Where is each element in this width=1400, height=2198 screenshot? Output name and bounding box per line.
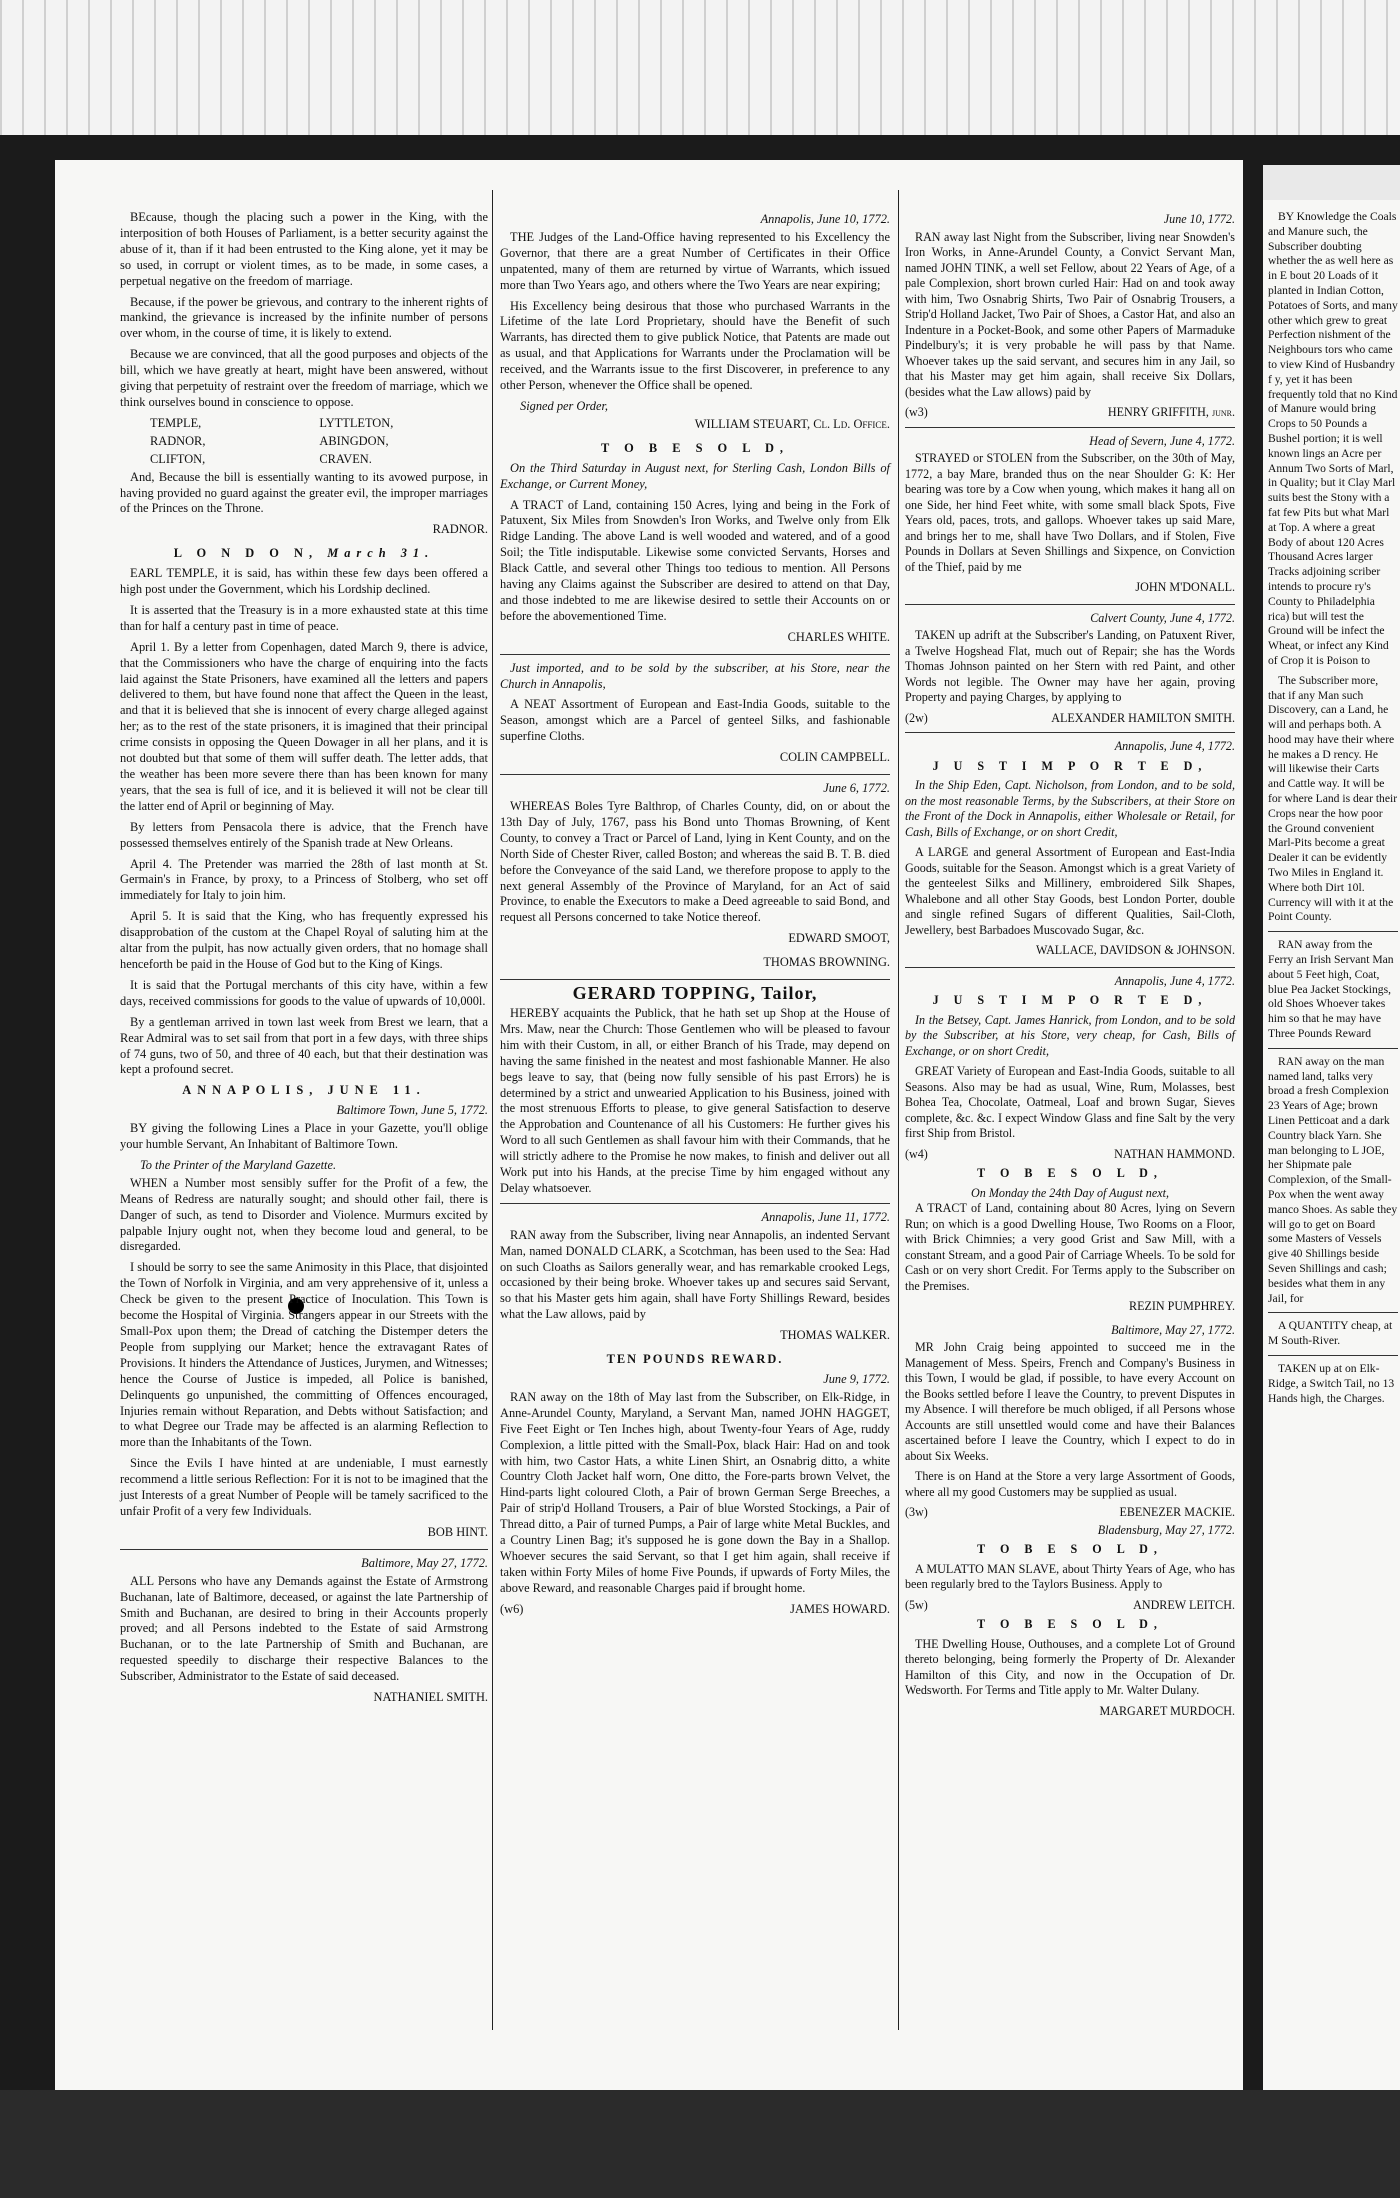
insertion-code: (w3) [905,405,928,419]
article-paragraph: BY giving the following Lines a Place in your Gazette, you'll oblige your humble Servant, An Inhabitant of Baltimore Town. [120,1121,488,1152]
ad-heading: J U S T I M P O R T E D, [932,993,1208,1007]
divider [1268,1355,1398,1356]
divider [1268,1048,1398,1049]
dateline: Annapolis, June 4, 1772. [1114,739,1235,753]
ad-subheading: On Monday the 24th Day of August next, [971,1185,1169,1200]
column-3 [905,210,1235,1727]
article-paragraph: WHEN a Number most sensibly suffer for the Profit of a few, the Means of Redress are naturally sought; and should other fail, there is Danger of such, as tend to Disorder and Violence. Murmurs excited by palpable Injury ought not, when they become loud and general, to be disregarded. [120,1175,488,1254]
signatory: CRAVEN. [319,451,372,466]
ad-paragraph: BY Knowledge the Coals and Manure such, the Subscriber doubting whether the as well here as in E bout 20 Loads of it planted in Indian Cotton, Potatoes of Sorts, and many other which grew to great Perfection nishment of the Neighbours tors who came to view Kind of Husbandry f y, yet it has been frequently told that no Kind of Manure would bring Crops to 50 Pounds a Bushel portion; it is well known lings an Acre per Annum Two Sorts of Marl, in Quality; but it Clay Marl suits best the Stony with a fat few Pits but what Marl at Top. A where a great Body of about 120 Acres Thousand Acres larger Tracks adjoining scriber intends to procure ry's County to Philadelphia rica) but will test the Ground will be infect the Wheat, or infect any Kind of Crop it is Poison to [1268,210,1398,667]
signature: CHARLES WHITE. [787,629,890,644]
article-paragraph: April 1. By a letter from Copenhagen, dated March 9, there is advice, that the Commissioners who have the charge of enquiring into the facts laid against the State Prisoners, have examined all the letters and papers delivered to them, but have found none that affect the Queen in the least, and that it is believed that she is innocent of every charge alleged against her; as to the rest of the state prisoners, it is imagined that their principal crime consists in opposing the Queen Dowager in all her plans, and it is not doubted but that some of them will suffer death. The letter adds, that the weather has been more severe there than has been known for many years, that the sea is full of ice, and it is believed it will not be clear till the latter end of April or beginning of May. [120,639,488,813]
ad-paragraph: GREAT Variety of European and East-India Goods, suitable to all Seasons. Also may be had as usual, Wine, Rum, Molasses, best Bohea Tea, Chocolate, Oatmeal, Loaf and brown Sugar, Sieves complete, &c. &c. I expect Window Glass and fine Salt by the very first Ship from Bristol. [905,1064,1235,1140]
scan-border-left [0,135,55,2198]
dateline: Annapolis, June 11, 1772. [761,1209,890,1224]
signature: JOHN M'DONALL. [1135,580,1235,594]
divider [1268,1312,1398,1313]
signature: BOB HINT. [427,1524,488,1539]
ad-paragraph: A QUANTITY cheap, at M South-River. [1268,1319,1393,1348]
signature: NATHANIEL SMITH. [373,1690,488,1705]
ad-heading: T O B E S O L D, [977,1166,1163,1180]
ad-footer [905,711,1235,727]
ad-paragraph: There is on Hand at the Store a very large Assortment of Goods, where all my good Customers may be supplied as usual. [905,1469,1235,1499]
divider [500,654,890,655]
divider [120,1549,488,1550]
signatory: TEMPLE, [150,415,202,430]
signature-label: Signed per Order, [520,398,608,413]
article-paragraph: By a gentleman arrived in town last week from Brest we learn, that a Rear Admiral was to set sail from that port in a few days, with three ships of 74 guns, two of 50, and three of 40 each, but that their destination was kept a profound secret. [120,1014,488,1077]
scan-border-bottom [0,2090,1400,2198]
heading-text: L O N D O N, [173,546,319,561]
ad-paragraph: STRAYED or STOLEN from the Subscriber, on the 30th of May, 1772, a bay Mare, branded thus on the near Shoulder G: K: Her bearing was tore by a Cow when young, which makes it hang all on one Side, her hind Feet white, with some small black Spots, Five Years old, paces, trots, and gallops. Whoever takes up said Mare, and brings her to me, shall have Two Dollars, and if Stolen, Five Pounds in Dollars at Seven Shillings and Sixpence, on Conviction of the Thief, paid by me [905,451,1235,574]
dateline: June 10, 1772. [1163,212,1235,226]
column-4-partial [1268,210,1398,2070]
signature: NATHAN HAMMOND. [1114,1146,1235,1161]
dateline: Bladensburg, May 27, 1772. [1097,1522,1235,1537]
ad-paragraph: A TRACT of Land, containing 150 Acres, lying and being in the Fork of Patuxent, Six Miles from Snowden's Iron Works, and Twelve only from Elk Ridge Landing. The above Land is well wooded and watered, and of a good Soil; the Title indisputable. Likewise some convicted Servants, Horses and Black Cattle, and several other Things too tedious to mention. All Persons having any Claims against the Subscriber are desired to attend on that Day, and those indebted to me are likewise desired to settle their Accounts on or before the abovementioned Time. [500,497,890,623]
dateline: Head of Severn, June 4, 1772. [1089,433,1235,448]
ad-paragraph: MR John Craig being appointed to succeed me in the Management of Mess. Speirs, French and Company's Business in this Town, I would be glad, if possible, to have every Account on the Books settled before I leave the Country, to prevent Disputes in my Absence. I will therefore be much obliged, if all Persons whose Accounts are still unsettled would come and have their Balances ascertained before I leave the Country, which I expect to do in about Six Weeks. [905,1340,1235,1463]
signatory: LYTTLETON, [319,415,394,430]
article-paragraph: April 5. It is said that the King, who has frequently expressed his disapprobation of the custom at the Chapel Royal of saluting him at the altar from the pulpit, has now actually given orders, that no homage shall henceforth be paid in the House of God but to the King of Kings. [120,909,488,971]
dateline: Annapolis, June 10, 1772. [760,212,890,226]
signature: ALEXANDER HAMILTON SMITH. [1051,710,1235,725]
signature: REZIN PUMPHREY. [1129,1299,1235,1313]
ad-heading: T O B E S O L D, [977,1617,1163,1631]
ad-heading: T O B E S O L D, [977,1542,1163,1556]
article-paragraph: It is asserted that the Treasury is in a more exhausted state at this time than for half a century past in time of peace. [120,602,488,633]
dateline: Baltimore, May 27, 1772. [1111,1322,1235,1337]
dateline: Baltimore, May 27, 1772. [361,1555,488,1570]
article-paragraph: Since the Evils I have hinted at are undeniable, I must earnestly recommend a little serious Reflection: For it is not to be imagined that the just Interests of a great Number of People will be tamely sacrificed to the unfair Profit of a very few Individuals. [120,1456,488,1518]
ad-subheading: On the Third Saturday in August next, for Sterling Cash, London Bills of Exchange, or Current Money, [500,460,890,491]
column-rule [492,190,493,2030]
article-paragraph: ALL Persons who have any Demands against the Estate of Armstrong Buchanan, late of Baltimore, deceased, or against the late Partnership of Smith and Buchanan, are desired to bring in their Accounts properly proved; and all Persons indebted to the Estate of said Armstrong Buchanan, or to the late Partnership of Smith and Buchanan, are requested speedily to discharge their respective Balances to the Subscriber, Administrator to the Estate of said deceased. [120,1573,488,1684]
insertion-code: (2w) [905,710,928,725]
ad-paragraph: The Subscriber more, that if any Man such Discovery, can a Land, he will and perhaps both. A hood may have their where he makes a D rency. He will likewise their Carts and Cattle way. It will be for where Land is dear their Crops near the how poor the Ground convenient Marl-Pits become a great Dealer it can be evidently Two Miles in England it. Where both Dirt 10l. Currency will with it at the Point County. [1268,673,1398,924]
article-paragraph: BEcause, though the placing such a power in the King, with the interposition of both Houses of Parliament, is a better security against the abuse of it, than if it had been entrusted to the King alone, yet it may be so used, in corrupt or violent times, as to be made, in some cases, a perpetual negative on the freedom of marriage. [120,210,488,288]
divider [500,979,890,980]
column-rule [898,190,899,2030]
article-paragraph: I should be sorry to see the same Animosity in this Place, that disjointed the Town of Norfolk in Virginia, and am very apprehensive of it, unless a Check be given to the present Practice of Inoculation. This Town is become the Hospital of Virginia. Strangers appear in our Streets with the Small-Pox upon them; the Dread of catching the Distemper deters the People from supplying our Market; hence the extravagant Rates of Provisions. It hinders the Attendance of Justices, Jurymen, and Witnesses; hence the Course of Justice is impeded, all Police is banished, Delinquents go unpunished, the committing of Offences encouraged, Injuries remain without Reparation, and Debts without Satisfaction; and to what Degree our Trade may be affected is an alarming Reflection to more than the Inhabitants of the Town. [120,1260,488,1450]
article-paragraph: It is said that the Portugal merchants of this city have, within a few days, received commissions for goods to the value of upwards of 10,000l. [120,977,488,1008]
insertion-code: (3w) [905,1505,928,1519]
ad-paragraph: RAN away on the man named land, talks very broad a fresh Complexion 23 Years of Age; brown Linen Petticoat and a dark Country black Yarn. She man belonging to L JOE, her Shipmate pale Complexion, of the Small-Pox when the went away manco Shoes. As sable they will go to get on Board some Masters of Vessels give 40 Shillings beside Seven Shillings and cash; besides what them in any Jail, for [1268,1054,1398,1305]
ad-heading: J U S T I M P O R T E D, [932,758,1208,773]
ad-footer [905,405,1235,421]
scan-gutter [1243,150,1263,2090]
ad-paragraph: A TRACT of Land, containing about 80 Acres, lying on Severn Run; on which is a good Dwelling House, Two Rooms on a Floor, with Brick Chimnies; a very good Grist and Saw Mill, with a constant Stream, and a good Pair of Carriage Wheels. To be sold for Cash or on very short Credit. For Terms apply to the Subscriber on the Premises. [905,1201,1235,1293]
ad-heading: GERARD TOPPING, Tailor, [572,983,818,1004]
signature: MARGARET MURDOCH. [1099,1703,1235,1718]
heading-date: March 31. [327,546,435,561]
signature: EBENEZER MACKIE. [1119,1505,1235,1519]
divider [1268,931,1398,932]
article-paragraph: And, Because the bill is essentially wanting to its avowed purpose, in having provided no guard against the greater evil, the improper marriages of the Princes on the Throne. [120,469,488,516]
signature: WILLIAM STEUART, Cl. Ld. Office. [694,416,890,431]
signature: JAMES HOWARD. [790,1601,890,1616]
ad-paragraph: HEREBY acquaints the Publick, that he hath set up Shop at the House of Mrs. Maw, near the Church: Those Gentlemen who will be pleased to favour him with their Custom, in all, or either Branch of his Trade, may depend on having the same finished in the neatest and most fashionable Manner. He also begs leave to say, that (being now fully sensible of his past Errors) he is determined by a strict and unwearied Application to his Business, joined with the most strenuous Efforts to please, to give general Satisfaction to deserve the Approbation and Countenance of all his Customers: He further gives his Word to all such Gentlemen as shall favour him with their Commands, that he will strictly adhere to the Promise he now makes, to finish and deliver out all Work put into his Hands, at the precise Time by him engaged without any Delay whatsoever. [500,1005,890,1195]
article-paragraph: EARL TEMPLE, it is said, has within these few days been offered a high post under the Government, which his Lordship declined. [120,566,488,597]
divider [905,604,1235,605]
ad-footer [905,1505,1235,1521]
divider [500,1203,890,1204]
signature: WALLACE, DAVIDSON & JOHNSON. [1036,943,1235,957]
insertion-code: (w6) [500,1601,524,1616]
signatory: RADNOR, [150,433,206,448]
ad-heading: TEN POUNDS REWARD. [606,1352,784,1367]
dateline: June 9, 1772. [823,1372,890,1386]
ad-heading: T O B E S O L D, [600,440,790,455]
section-heading [120,546,488,562]
ad-paragraph: A MULATTO MAN SLAVE, about Thirty Years of Age, who has been regularly bred to the Taylors Business. Apply to [905,1561,1235,1591]
section-heading: ANNAPOLIS, JUNE 11. [182,1083,426,1098]
signature: HENRY GRIFFITH, junr. [1107,405,1235,419]
ad-paragraph: RAN away last Night from the Subscriber, living near Snowden's Iron Works, in Anne-Arundel County, a Convict Servant Man, named JOHN TINK, a well set Fellow, about 22 Years of Age, of a pale Complexion, short brown curled Hair: Had on and took away with him, Two Osnabrig Shirts, Two Pair of Osnabrig Trousers, a Strip'd Holland Jacket, Two Pair of Shoes, a Castor Hat, and also an Indenture in a Pocket-Book, and some other Papers of Marmaduke Pindelbury's; it is very probable he will pass by that Name. Whoever takes up the said servant, and secures him in any Jail, so that his Master may get him again, shall receive Six Dollars, (besides what the Law allows) paid by [905,229,1235,399]
ad-subheading: In the Betsey, Capt. James Hanrick, from London, and to be sold by the Subscriber, at his Store, very cheap, for Cash, Bills of Exchange, or on short Credit, [905,1012,1235,1058]
article-paragraph: Because we are convinced, that all the good purposes and objects of the bill, which we have greatly at heart, might have been answered, without giving that perpetuity of restraint over the freedom of marriage, which we think ourselves bound in conscience to oppose. [120,347,488,409]
column-1 [120,210,488,1714]
insertion-code: (w4) [905,1146,928,1161]
ad-footer [500,1602,890,1618]
ad-paragraph: WHEREAS Boles Tyre Balthrop, of Charles County, did, on or about the 13th Day of July, 1767, pass his Bond unto Thomas Browning, of Kent County, to convey a Tract or Parcel of Land, lying in Kent County, and on the North Side of Chester River, called Boston; and whereas the said B. T. B. died before the Conveyance of the said Land, we therefore propose to apply to the next general Assembly of the Province of Maryland, for an Act of said Province, to enable the Executors to make a Deed agreeable to said Bond, and request all Persons concerned to take Notice thereof. [500,799,890,925]
column-2 [500,210,890,1618]
signature: RADNOR. [432,522,488,537]
divider [905,427,1235,428]
article-paragraph: April 4. The Pretender was married the 28th of last month at St. Germain's in France, by proxy, to a Princess of Stolberg, who set off immediately for Italy to join him. [120,856,488,903]
ad-paragraph: RAN away from the Ferry an Irish Servant Man about 5 Feet high, Coat, blue Pea Jacket Stockings, old Shoes Whoever takes him so that he may have Three Pounds Reward [1268,938,1394,1041]
signature: THOMAS BROWNING. [763,955,890,970]
ad-paragraph: RAN away from the Subscriber, living near Annapolis, an indented Servant Man, named DONALD CLARK, a Scotchman, has been used to the Sea: Had on such Cloaths as Sailors generally wear, and has remarkable crooked Legs, occasioned by their being broke. Whoever takes up and secures said Servant, so that his Master gets him again, shall have Forty Shillings Reward, besides what the Law allows, paid by [500,1227,890,1322]
insertion-code: (5w) [905,1597,928,1612]
notice-paragraph: His Excellency being desirous that those who purchased Warrants in the Lifetime of the late Lord Proprietary, should have the Benefit of such Warrants, has directed them to give publick Notice, that Patents are made out as usual, and that Applications for Warrants under the Proclamation will be received, and the Warrants issue to the first Discoverer, in preference to any other Person, whenever the Office shall be opened. [500,298,890,393]
signatory: CLIFTON, [150,451,206,466]
ad-paragraph: THE Dwelling House, Outhouses, and a complete Lot of Ground thereto belonging, being formerly the Property of Dr. Alexander Hamilton of this City, and now in the Occupation of Dr. Wedsworth. For Terms and Title apply to Mr. Walter Dulany. [905,1636,1235,1697]
signatory-names [120,434,488,450]
divider [905,967,1235,968]
ad-paragraph: TAKEN up adrift at the Subscriber's Landing, on Patuxent River, a Twelve Hogshead Flat, much out of Repair; she has the Words Thomas Johnson painted on her Stern with red Paint, and other Words not legible. The Owner may have her again, proving Property and paying Charges, by applying to [905,628,1235,704]
signature: COLIN CAMPBELL. [779,750,890,765]
ad-paragraph: TAKEN up at on Elk-Ridge, a Switch Tail, no 13 Hands high, the Charges. [1268,1361,1395,1405]
ad-footer [905,1147,1235,1163]
article-paragraph: By letters from Pensacola there is advice, that the French have possessed themselves entirely of the Spanish trade at New Orleans. [120,819,488,850]
notice-paragraph: THE Judges of the Land-Office having represented to his Excellency the Governor, that there are a great Number of Certificates in their Office unpatented, many of them are returned by virtue of Warrants, which issued more than Two Years ago, and others where the Two Years are near expiring; [500,229,890,292]
ad-paragraph: A NEAT Assortment of European and East-India Goods, suitable to the Season, amongst which are a Parcel of genteel Silks, and fashionable superfine Cloths. [500,697,890,744]
ad-subheading: Just imported, and to be sold by the subscriber, at his Store, near the Church in Annapolis, [500,660,890,691]
ad-subheading: In the Ship Eden, Capt. Nicholson, from London, and to be sold, on the most reasonable Terms, by the Subscribers, at their Store on the Front of the Dock in Annapolis, either Wholesale or Retail, for Cash, Bills of Exchange, or on short Credit, [905,778,1235,839]
signatory-names [120,416,488,432]
signatory: ABINGDON, [319,433,389,448]
signature: EDWARD SMOOT, [788,931,890,946]
signatory-names [120,452,488,468]
ad-paragraph: RAN away on the 18th of May last from the Subscriber, on Elk-Ridge, in Anne-Arundel County, Maryland, a Servant Man, named JOHN HAGGET, Five Feet Eight or Ten Inches high, about Twenty-four Years of Age, ruddy Complexion, a little pitted with the Small-Pox, black Hair: Had on and took with him, two Castor Hats, a white Linen Shirt, an Osnabrig ditto, a white Country Cloth Jacket half worn, One ditto, the Fore-parts brown Velvet, the Hind-parts light coloured Cloth, a Pair of brown German Serge Breeches, a Pair of strip'd Holland Trousers, a Pair of blue Worsted Stockings, a Pair of Thread ditto, a Pair of turned Pumps, a Pair of large white Metal Buckles, and a Country Linen Bag; it's supposed he is gone down the Bay in a Shallop. Whoever secures the said Servant, so that I get him again, shall receive if taken within Forty Miles of home Five Pounds, if upwards of Forty Miles, the above Reward, and reasonable Charges paid if brought home. [500,1389,890,1595]
salutation: To the Printer of the Maryland Gazette. [140,1157,337,1172]
divider [500,774,890,775]
dateline: Baltimore Town, June 5, 1772. [336,1103,488,1118]
signature: THOMAS WALKER. [780,1328,890,1343]
divider [905,732,1235,733]
dateline: June 6, 1772. [823,781,890,796]
article-paragraph: Because, if the power be grievous, and contrary to the inherent rights of mankind, the grievance is increased by the infinite number of persons over whom, in the course of time, it is likely to extend. [120,294,488,341]
signature: ANDREW LEITCH. [1133,1597,1235,1612]
dateline: Calvert County, June 4, 1772. [1090,610,1235,625]
ad-paragraph: A LARGE and general Assortment of European and East-India Goods, suitable for the Season. Amongst which is a great Variety of the genteelest Silks and Millinery, embroidered Silk Shapes, Whalebone and all other Stay Goods, best London Porter, double and single refined Sugars of different Qualities, Sail-Cloth, Jewellery, best Barbadoes Muscovado Sugar, &c. [905,845,1235,937]
ad-footer [905,1598,1235,1614]
dateline: Annapolis, June 4, 1772. [1114,973,1235,988]
